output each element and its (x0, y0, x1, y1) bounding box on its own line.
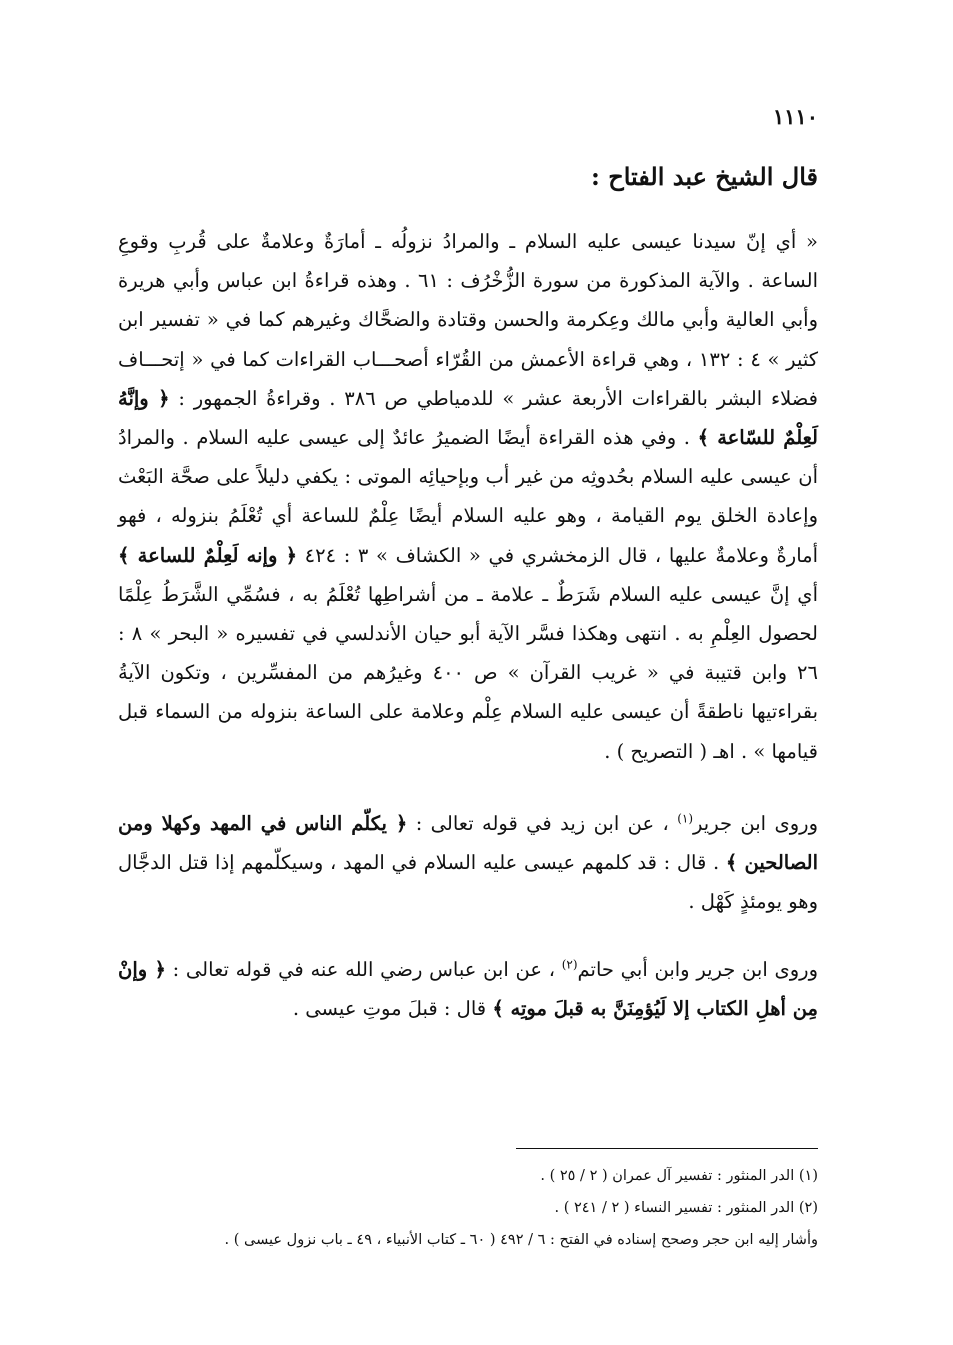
paragraph-text: . وفي هذه القراءة أيضًا الضميرُ عائدٌ إلى عيسى عليه السلام . والمرادُ أن عيسى عليه السلام بحُدوثِه من غير أب وبإحيائِه الموتى : يكفي دليلاً على صحَّة البَعْث وإعادة الخلق يوم القيامة ، وهو عليه السلام أيضًا عِلْمٌ للساعة أي تُعْلَمُ بنزوله ، فهو أمارةٌ وعلامةٌ عليها ، قال الزمخشري في « الكشاف » ٣ : ٤٢٤ (118, 426, 818, 567)
footnote: (٢) الدر المنثور : تفسير النساء ( ٢ / ٢٤١ ) . (554, 1200, 818, 1216)
paragraph-text: « أي إنّ سيدنا عيسى عليه السلام ـ والمرادُ نزولُه ـ أمارَةٌ وعلامةٌ على قُربِ وقوعِ الساعة . والآية المذكورة من سورة الزُّخْرُف : ٦١ . وهذه قراءةُ ابن عباس وأبي هريرة وأبي العالية وأبي مالك وعِكرمة والحسن وقتادة والضحَّاك وغيرهم كما في « تفسير ابن كثير » ٤ : ١٣٢ ، وهي قراءة الأعمش من القُرّاء أصحـــاب القراءات كما في « إتحـــاف فضلاء البشر بالقراءات الأربعة عشر » للدمياطي ص ٣٨٦ . وقراءةُ الجمهور : (118, 230, 818, 410)
quran-verse-quote: ﴿ وإنْ مِن أهلِ الكتاب إلا لَيُؤمِنَنَّ به قبلَ موتِه ﴾ (118, 958, 818, 1021)
paragraph-text: ، عن ابن زيد في قوله تعالى : (407, 812, 678, 835)
quran-verse-quote: ﴿ وإنه لَعِلْمٌ للساعة ﴾ (118, 543, 298, 567)
footnote: وأشار إليه ابن حجر وصحح إسناده في الفتح : ٦ / ٤٩٢ ( ٦٠ ـ كتاب الأنبياء ، ٤٩ ـ باب نزول عيسى ) . (224, 1232, 818, 1248)
footnotes-list (118, 1160, 818, 1256)
quran-verse-quote: ﴿ يكلّم الناس في المهد وكهلا ومن الصالحين ﴾ (118, 812, 818, 875)
paragraph-text: وروى ابن جرير (693, 812, 818, 835)
footnote-reference: (٢) (561, 957, 578, 972)
paragraph-text: وروى ابن جرير وابن أبي حاتم (577, 958, 818, 981)
section-heading: قال الشيخ عبد الفتاح : (591, 162, 818, 191)
narration-paragraph (118, 950, 818, 1028)
paragraph-text: أي إنَّ عيسى عليه السلام شَرَطٌ ـ علامة ـ من أشراطِها تُعْلَمُ به ، فسُمِّي الشَّرَطُ عِلْمًا لحصول العِلْمِ به . انتهى وهكذا فسَّر الآية أبو حيان الأندلسي في تفسيره « البحر » ٨ : ٢٦ وابن قتيبة في « غريب القرآن » ص ٤٠٠ وغيرُهم من المفسِّرين ، وتكون الآيةُ بقراءتيها ناطقةً أن عيسى عليه السلام عِلْم وعلامة على الساعة بنزوله من السماء قبل قيامها » . اهـ ( التصريح ) . (118, 582, 818, 763)
footnote-reference: (١) (677, 811, 694, 826)
quran-verse-quote: ﴿ وإنَّهُ لَعِلْمٌ للسّاعة ﴾ (118, 386, 818, 450)
footnote-divider (516, 1148, 818, 1149)
footnote: (١) الدر المنثور : تفسير آل عمران ( ٢ / ٢٥ ) . (540, 1168, 818, 1184)
paragraph-text: . قال : قد كلمهم عيسى عليه السلام في المهد ، وسيكلّمهم إذا قتل الدجَّال وهو يومئذٍ كَهْل . (118, 851, 818, 914)
page-number: ١١١٠ (772, 104, 818, 129)
narration-paragraph (118, 804, 818, 922)
paragraph-text: ، عن ابن عباس رضي الله عنه في قوله تعالى : (165, 958, 562, 981)
quoted-commentary-paragraph (118, 222, 818, 771)
paragraph-text: قال : قبلَ موتِ عيسى . (292, 997, 493, 1021)
